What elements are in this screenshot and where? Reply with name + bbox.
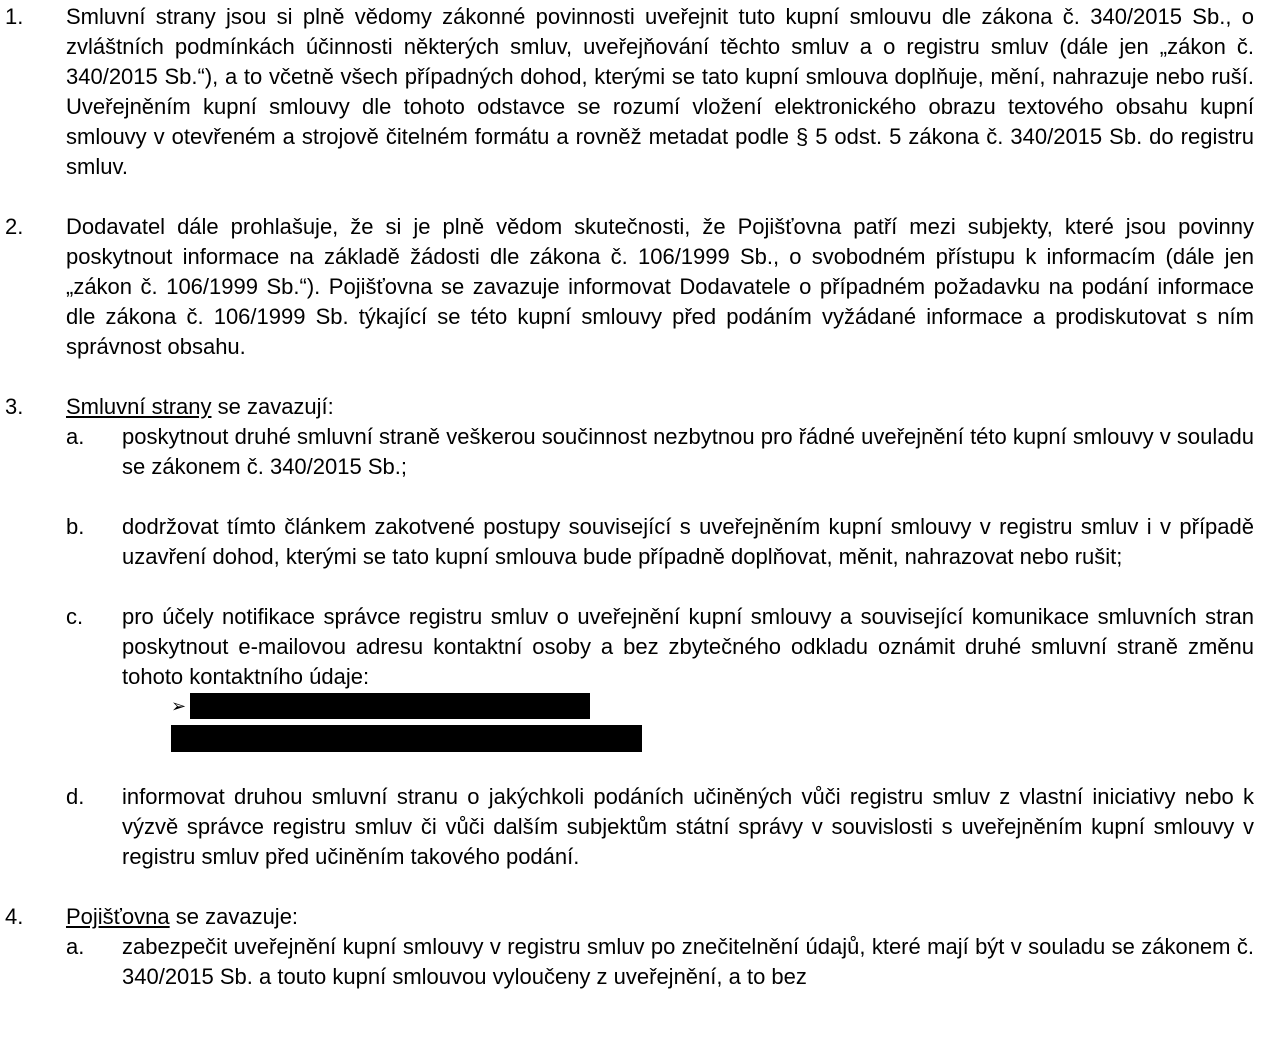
subclause-letter: a. bbox=[66, 934, 85, 959]
subclause-3b bbox=[0, 512, 1268, 572]
subclause-text: zabezpečit uveřejnění kupní smlouvy v registru smluv po znečitelnění údajů, které mají být v souladu se zákonem č. 340/2015 Sb. a touto kupní smlouvou vyloučeny z uveřejnění, a to bez bbox=[122, 934, 1254, 989]
document-page bbox=[0, 2, 1268, 992]
clause-lead-rest: se zavazují: bbox=[211, 394, 334, 419]
subclause-3a bbox=[0, 422, 1268, 482]
redaction-bar bbox=[190, 693, 590, 719]
clause-number: 4. bbox=[5, 904, 24, 929]
clause-text: Smluvní strany jsou si plně vědomy zákonné povinnosti uveřejnit tuto kupní smlouvu dle zákona č. 340/2015 Sb., o zvláštních podmínkách účinnosti některých smluv, uveřejňování těchto smluv a o registru smluv (dále jen „zákon č. 340/2015 Sb.“), a to včetně všech případných dohod, kterými se tato kupní smlouva doplňuje, mění, nahrazuje nebo ruší. Uveřejněním kupní smlouvy dle tohoto odstavce se rozumí vložení elektronického obrazu textového obsahu kupní smlouvy v otevřeném a strojově čitelném formátu a rovněž metadat podle § 5 odst. 5 zákona č. 340/2015 Sb. do registru smluv. bbox=[66, 4, 1254, 179]
contact-redacted-line bbox=[0, 722, 1268, 752]
redaction-bar bbox=[171, 725, 642, 752]
contact-bullet-line bbox=[0, 692, 1268, 722]
clause-number: 3. bbox=[5, 394, 24, 419]
subclause-letter: b. bbox=[66, 514, 85, 539]
clause-number: 2. bbox=[5, 214, 24, 239]
subclause-3d bbox=[0, 782, 1268, 872]
clause-4 bbox=[0, 902, 1268, 932]
subclause-letter: c. bbox=[66, 604, 84, 629]
clause-text: Dodavatel dále prohlašuje, že si je plně vědom skutečnosti, že Pojišťovna patří mezi subjekty, které jsou povinny poskytnout informace na základě žádosti dle zákona č. 106/1999 Sb., o svobodném přístupu k informacím (dále jen „zákon č. 106/1999 Sb.“). Pojišťovna se zavazuje informovat Dodavatele o případném požadavku na podání informace dle zákona č. 106/1999 Sb. týkající se této kupní smlouvy před podáním vyžádané informace a prodiskutovat s ním správnost obsahu. bbox=[66, 214, 1254, 359]
subclause-text: poskytnout druhé smluvní straně veškerou součinnost nezbytnou pro řádné uveřejnění této kupní smlouvy v souladu se zákonem č. 340/2015 Sb.; bbox=[122, 424, 1254, 479]
subclause-3c bbox=[0, 602, 1268, 692]
subclause-text: pro účely notifikace správce registru smluv o uveřejnění kupní smlouvy a související komunikace smluvních stran poskytnout e-mailovou adresu kontaktní osoby a bez zbytečného odkladu oznámit druhé smluvní straně změnu tohoto kontaktního údaje: bbox=[122, 604, 1254, 689]
clause-2 bbox=[0, 212, 1268, 362]
subclause-text: informovat druhou smluvní stranu o jakýchkoli podáních učiněných vůči registru smluv z vlastní iniciativy nebo k výzvě správce registru smluv či vůči dalším subjektům státní správy v souvislosti s uveřejněním kupní smlouvy v registru smluv před učiněním takového podání. bbox=[122, 784, 1254, 869]
subclause-letter: d. bbox=[66, 784, 85, 809]
clause-lead-underlined: Pojišťovna bbox=[66, 904, 170, 929]
subclause-4a bbox=[0, 932, 1268, 992]
arrow-bullet-icon: ➢ bbox=[171, 696, 187, 717]
subclause-letter: a. bbox=[66, 424, 85, 449]
clause-number: 1. bbox=[5, 4, 24, 29]
clause-lead-rest: se zavazuje: bbox=[169, 904, 299, 929]
subclause-text: dodržovat tímto článkem zakotvené postupy související s uveřejněním kupní smlouvy v registru smluv i v případě uzavření dohod, kterými se tato kupní smlouva bude případně doplňovat, měnit, nahrazovat nebo rušit; bbox=[122, 514, 1254, 569]
clause-1 bbox=[0, 2, 1268, 182]
clause-lead-underlined: Smluvní strany bbox=[66, 394, 212, 419]
clause-3 bbox=[0, 392, 1268, 422]
